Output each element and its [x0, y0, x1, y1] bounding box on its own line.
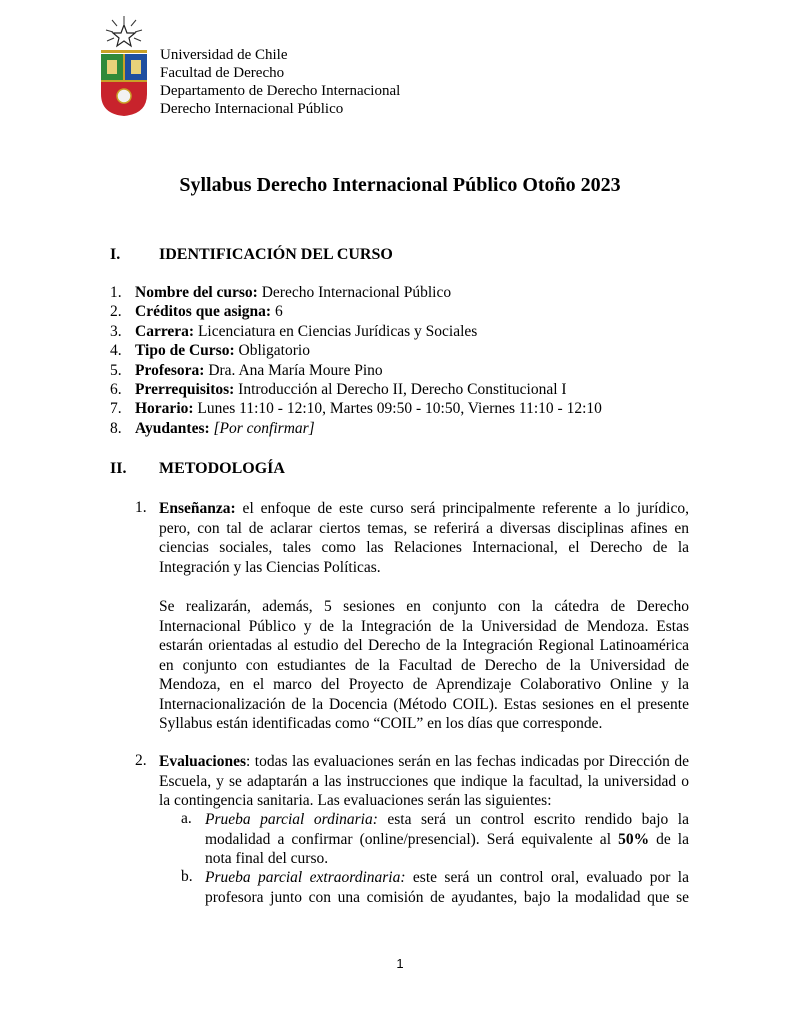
paragraph-line: Syllabus están identificadas como “COIL” en los días que corresponde. — [159, 715, 603, 732]
subitem-label: Prueba parcial extraordinaria: — [205, 869, 406, 886]
paragraph-line: Internacionalización de la Docencia (Método COIL). Estas sesiones en el presente — [159, 695, 689, 713]
item-label: Ayudantes: — [135, 419, 210, 437]
item-value: 6 — [271, 303, 283, 321]
item-label: Tipo de Curso: — [135, 342, 235, 360]
paragraph-line: de la — [649, 830, 689, 848]
item-label: Créditos que asigna: — [135, 303, 272, 321]
paragraph-ensenanza — [159, 499, 689, 577]
section-number: I. — [110, 246, 121, 263]
paragraph-number: 1. — [135, 499, 147, 516]
paragraph-line: este será un control oral, evaluado por la — [405, 869, 689, 886]
university-seal-logo — [98, 14, 150, 118]
subitem-prueba-ordinaria — [205, 810, 689, 869]
paragraph-line: Mendoza, en el marco del Proyecto de Aprendizaje Colaborativo Online y la — [159, 676, 689, 693]
paragraph-line: Escuela, y se adaptarán a las instrucciones que indique la facultad, la universidad o — [159, 772, 689, 790]
paragraph-line: nota final del curso. — [205, 850, 329, 867]
paragraph-coil — [159, 597, 689, 734]
paragraph-line: el enfoque de este curso será principalmente referente a lo jurídico, — [235, 500, 689, 517]
university-name: Universidad de Chile — [160, 47, 288, 63]
subitem-letter: a. — [181, 810, 192, 827]
subitem-prueba-extraordinaria — [205, 868, 689, 907]
paragraph-line: pero, con tal de aclarar ciertos temas, se referirá a diversas disciplinas afines en — [159, 519, 689, 537]
weight-percentage: 50% — [618, 830, 650, 848]
item-number: 6. — [110, 380, 122, 398]
paragraph-line: ciencias sociales, tales como las Relaciones Internacional, el Derecho de la — [159, 539, 689, 556]
item-value: Introducción al Derecho II, Derecho Constitucional I — [234, 380, 567, 398]
paragraph-line: profesora junto con una comisión de ayudantes, bajo la modalidad que se — [205, 888, 689, 906]
item-value: Derecho Internacional Público — [257, 284, 452, 301]
item-number: 1. — [110, 284, 122, 301]
item-value: [Por confirmar] — [209, 419, 315, 437]
item-label: Prerrequisitos: — [135, 380, 235, 398]
document-title: Syllabus Derecho Internacional Público Otoño 2023 — [179, 174, 621, 196]
item-number: 7. — [110, 400, 122, 418]
item-value: Licenciatura en Ciencias Jurídicas y Sociales — [194, 322, 478, 340]
item-label: Profesora: — [135, 361, 205, 379]
item-number: 8. — [110, 419, 122, 437]
paragraph-line: estarán orientadas al estudio del Derecho de la Integración Regional Latinoamérica — [159, 637, 689, 654]
item-label: Carrera: — [135, 322, 195, 340]
course-area-name: Derecho Internacional Público — [160, 101, 344, 117]
paragraph-line: esta será un control escrito rendido bajo la — [377, 811, 689, 828]
faculty-name: Facultad de Derecho — [160, 65, 285, 81]
item-number: 2. — [110, 303, 122, 321]
item-label: Nombre del curso: — [135, 284, 258, 301]
page-number: 1 — [396, 956, 404, 971]
paragraph-line: Internacional Público y de la Integración de la Universidad de Mendoza. Estas — [159, 617, 689, 635]
paragraph-label: Evaluaciones — [159, 753, 246, 770]
section-title: METODOLOGÍA — [159, 460, 285, 477]
paragraph-label: Enseñanza: — [159, 500, 236, 517]
subitem-letter: b. — [181, 868, 193, 885]
item-label: Horario: — [135, 400, 194, 418]
paragraph-evaluaciones — [159, 752, 689, 811]
paragraph-line: modalidad a confirmar (online/presencial). Será equivalente al — [205, 830, 619, 848]
institution-header — [160, 46, 400, 118]
department-name: Departamento de Derecho Internacional — [160, 83, 401, 99]
subitem-label: Prueba parcial ordinaria: — [205, 811, 378, 828]
paragraph-line: : todas las evaluaciones serán en las fechas indicadas por Dirección de — [245, 753, 689, 770]
section-number: II. — [110, 460, 127, 477]
paragraph-line: Se realizarán, además, 5 sesiones en conjunto con la cátedra de Derecho — [159, 598, 689, 615]
paragraph-line: en conjunto con estudiantes de la Facultad de Derecho de la Universidad de — [159, 656, 689, 674]
paragraph-line: Integración y las Ciencias Políticas. — [159, 558, 381, 576]
item-value: Obligatorio — [234, 342, 310, 360]
item-number: 3. — [110, 322, 122, 340]
item-value: Lunes 11:10 - 12:10, Martes 09:50 - 10:50, Viernes 11:10 - 12:10 — [193, 400, 602, 418]
item-number: 5. — [110, 361, 122, 379]
paragraph-line: la contingencia sanitaria. Las evaluaciones serán las siguientes: — [159, 792, 552, 809]
paragraph-number: 2. — [135, 752, 147, 769]
section-title: IDENTIFICACIÓN DEL CURSO — [159, 246, 393, 263]
item-value: Dra. Ana María Moure Pino — [204, 361, 383, 379]
item-number: 4. — [110, 342, 122, 360]
